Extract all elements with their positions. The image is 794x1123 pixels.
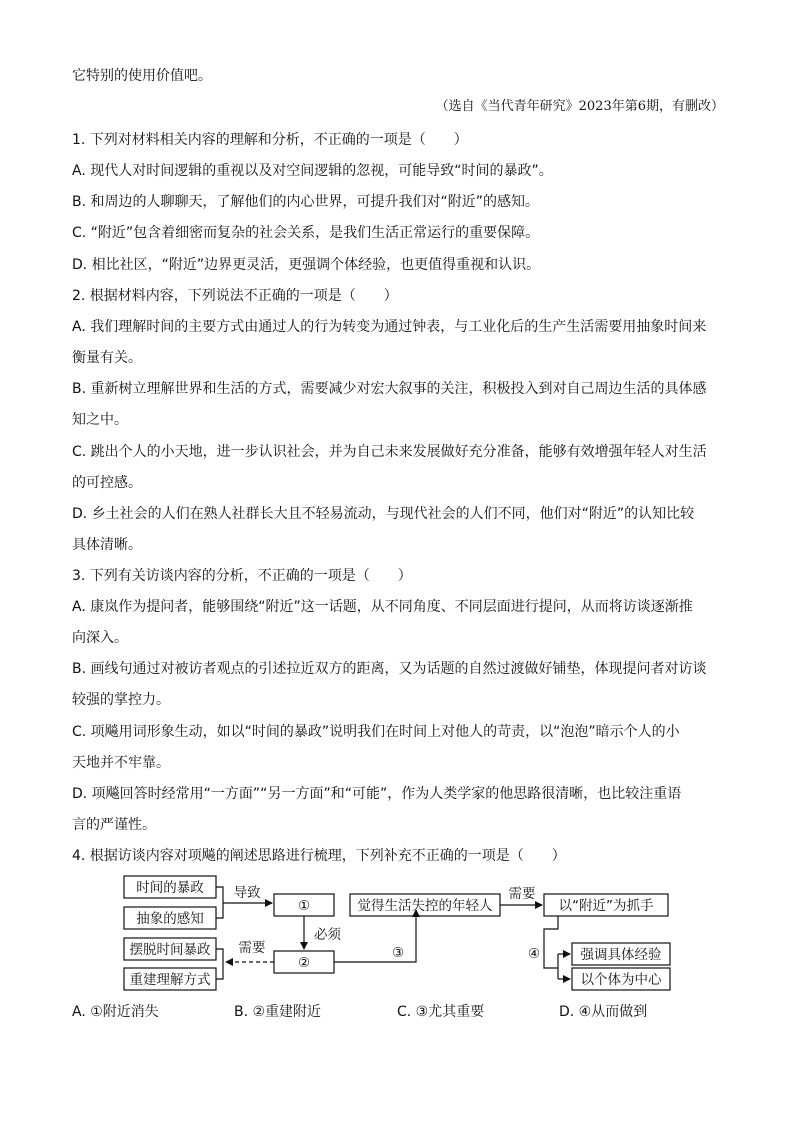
q4-option-b: B. ②重建附近 (234, 1004, 322, 1020)
flow-diagram (118, 872, 678, 994)
connector-4 (544, 916, 558, 968)
q2-option-c-line1: C. 跳出个人的小天地，进一步认识社会，并为自己未来发展做好充分准备，能够有效增强年轻人对生活 (72, 444, 707, 460)
box-rebuild-text: 重建理解方式 (129, 972, 211, 988)
q3-option-b-line1: B. 画线句通过对被访者观点的引述拉近双方的距离，又为话题的自然过渡做好铺垫，体现提问者对访谈 (72, 661, 707, 677)
box-concrete-text: 强调具体经验 (580, 947, 662, 963)
label-4: ④ (527, 946, 541, 962)
box-fujin-text: 以“附近”为抓手 (558, 898, 654, 914)
source-note: （选自《当代青年研究》2023年第6期，有删改） (435, 99, 724, 114)
q3-option-b-line2: 较强的掌控力。 (72, 692, 170, 708)
q3-option-a-line1: A. 康岚作为提问者，能够围绕“附近”这一话题，从不同角度、不同层面进行提问，从而将访谈逐渐推 (72, 599, 693, 615)
q4-stem: 4. 根据访谈内容对项飚的阐述思路进行梳理，下列补充不正确的一项是（ ） (72, 848, 566, 864)
box-escape-text: 摆脱时间暴政 (129, 942, 211, 958)
q4-options (72, 1002, 722, 1022)
q2-option-b-line2: 知之中。 (72, 412, 128, 428)
q1-option-c: C. “附近”包含着细密而复杂的社会关系，是我们生活正常运行的重要保障。 (72, 225, 540, 241)
box-2-text: ② (297, 955, 311, 971)
q3-option-c-line2: 天地并不牢靠。 (72, 755, 170, 771)
box-youth-text: 觉得生活失控的年轻人 (357, 898, 493, 914)
arrow-need-right-label: 需要 (508, 886, 536, 902)
q3-option-a-line2: 向深入。 (72, 630, 128, 646)
q2-option-d-line2: 具体清晰。 (72, 537, 142, 553)
q3-stem: 3. 下列有关访谈内容的分析，不正确的一项是（ ） (72, 568, 412, 584)
q1-option-a: A. 现代人对时间逻辑的重视以及对空间逻辑的忽视，可能导致“时间的暴政”。 (72, 163, 553, 179)
q4-option-a: A. ①附近消失 (72, 1004, 159, 1020)
q2-option-b-line1: B. 重新树立理解世界和生活的方式，需要减少对宏大叙事的关注，积极投入到对自己周边生活的具体感 (72, 381, 707, 397)
bracket-left-bottom (216, 949, 223, 979)
q1-stem: 1. 下列对材料相关内容的理解和分析，不正确的一项是（ ） (72, 132, 468, 148)
box-time-tyranny-text: 时间的暴政 (136, 880, 204, 896)
arrow-lead-to-label: 导致 (233, 885, 261, 901)
q4-option-d: D. ④从而做到 (559, 1004, 648, 1020)
q2-option-c-line2: 的可控感。 (72, 475, 142, 491)
box-individual-text: 以个体为中心 (580, 972, 662, 988)
label-3: ③ (391, 945, 405, 961)
q1-option-b: B. 和周边的人聊聊天，了解他们的内心世界，可提升我们对“附近”的感知。 (72, 194, 540, 210)
box-1-text: ① (297, 898, 311, 914)
q1-option-d: D. 相比社区，“附近”边界更灵活，更强调个体经验，也更值得重视和认识。 (72, 257, 541, 273)
q2-stem: 2. 根据材料内容，下列说法不正确的一项是（ ） (72, 288, 398, 304)
q3-option-d-line1: D. 项飚回答时经常用“一方面”“另一方面”和“可能”，作为人类学家的他思路很清晰，也比较注重语 (72, 786, 682, 802)
bracket-left-top (216, 887, 223, 918)
q3-option-c-line1: C. 项飚用词形象生动，如以“时间的暴政”说明我们在时间上对他人的苛责，以“泡泡”暗示个人的小 (72, 724, 680, 740)
arrow-must-label: 必须 (314, 927, 341, 943)
arrow-need-left-label: 需要 (238, 940, 266, 956)
box-abstract-perception-text: 抽象的感知 (136, 911, 204, 927)
passage-tail: 它特别的使用价值吧。 (72, 68, 212, 84)
q3-option-d-line2: 言的严谨性。 (72, 817, 156, 833)
q2-option-a-line1: A. 我们理解时间的主要方式由通过人的行为转变为通过钟表，与工业化后的生产生活需要用抽象时间来 (72, 319, 707, 335)
q2-option-a-line2: 衡量有关。 (72, 350, 142, 366)
q2-option-d-line1: D. 乡土社会的人们在熟人社群长大且不轻易流动，与现代社会的人们不同，他们对“附近”的认知比较 (72, 506, 695, 522)
q4-option-c: C. ③尤其重要 (397, 1004, 485, 1020)
